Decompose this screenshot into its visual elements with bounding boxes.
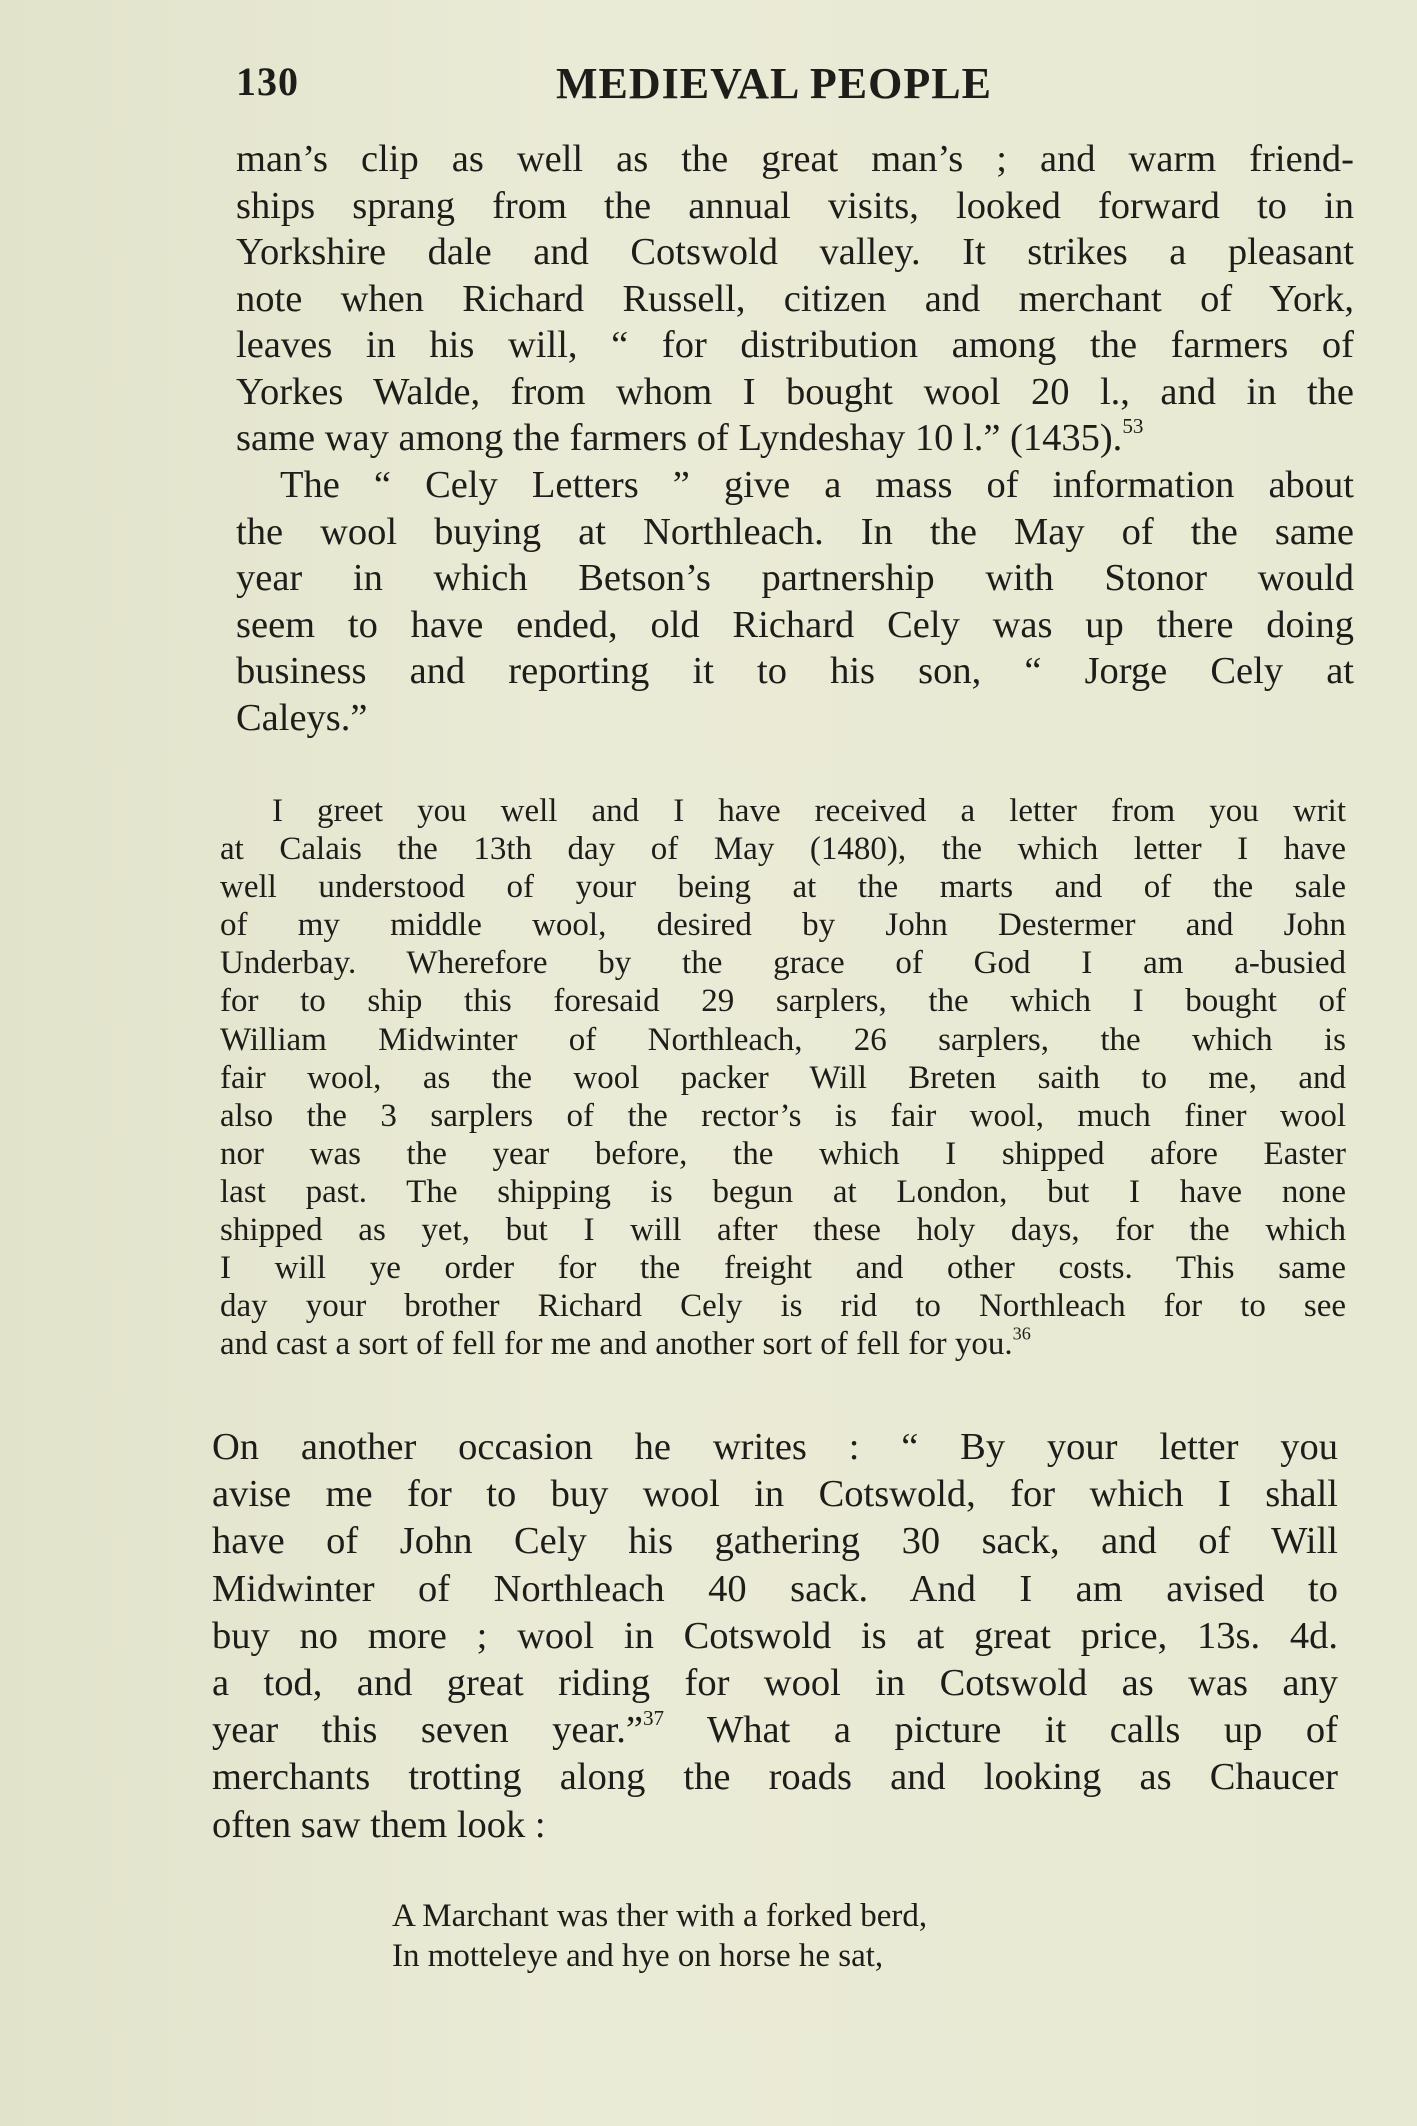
text-line: merchants trotting along the roads and looking as Chaucer bbox=[212, 1756, 1338, 1799]
text-line: have of John Cely his gathering 30 sack, and of Will bbox=[212, 1520, 1338, 1563]
footnote-marker: 53 bbox=[1122, 414, 1144, 439]
page-number: 130 bbox=[236, 59, 299, 104]
text-segment: and cast a sort of fell for me and another sort of fell for you. bbox=[220, 1326, 1013, 1363]
quote-line: I greet you well and I have received a letter from you writ bbox=[272, 793, 1346, 829]
text-line: Yorkshire dale and Cotswold valley. It strikes a pleasant bbox=[236, 231, 1354, 273]
quote-line: Underbay. Wherefore by the grace of God I am a-busied bbox=[220, 945, 1346, 982]
verse-line: In motteleye and hye on horse he sat, bbox=[392, 1938, 884, 1974]
text-line: business and reporting it to his son, “ Jorge Cely at bbox=[236, 650, 1354, 692]
text-line: On another occasion he writes : “ By your letter you bbox=[212, 1426, 1338, 1468]
quote-line: also the 3 sarplers of the rector’s is fair wool, much finer wool bbox=[220, 1097, 1346, 1134]
text-line: man’s clip as well as the great man’s ; and warm friend- bbox=[236, 138, 1354, 180]
verse-quote bbox=[392, 1896, 1192, 1976]
quote-line: shipped as yet, but I will after these holy days, for the which bbox=[220, 1212, 1346, 1249]
paragraph-1 bbox=[236, 136, 1354, 462]
text-line: note when Richard Russell, citizen and merchant of York, bbox=[236, 277, 1354, 320]
text-line: Yorkes Walde, from whom I bought wool 20 l., and in the bbox=[236, 370, 1354, 413]
text-line: a tod, and great riding for wool in Cotswold as was any bbox=[212, 1662, 1338, 1705]
footnote-marker: 36 bbox=[1012, 1323, 1031, 1344]
paragraph-3 bbox=[212, 1424, 1338, 1849]
text-line: the wool buying at Northleach. In the May of the same bbox=[236, 510, 1354, 553]
quote-line: nor was the year before, the which I shipped afore Easter bbox=[220, 1135, 1346, 1172]
page-header bbox=[236, 58, 1356, 118]
footnote-marker: 37 bbox=[642, 1706, 665, 1731]
text-segment: year this seven year.” bbox=[212, 1709, 643, 1752]
text-line: avise me for to buy wool in Cotswold, for which I shall bbox=[212, 1473, 1338, 1516]
text-line: seem to have ended, old Richard Cely was up there doing bbox=[236, 603, 1354, 646]
text-line: buy no more ; wool in Cotswold is at great price, 13s. 4d. bbox=[212, 1614, 1338, 1657]
quote-line: at Calais the 13th day of May (1480), the which letter I have bbox=[220, 831, 1346, 868]
quote-line: William Midwinter of Northleach, 26 sarplers, the which is bbox=[220, 1021, 1346, 1058]
text-line: often saw them look : bbox=[212, 1803, 546, 1846]
text-line: ships sprang from the annual visits, looked forward to in bbox=[236, 184, 1354, 227]
text-segment: same way among the farmers of Lyndeshay 10 l.” (1435). bbox=[236, 417, 1123, 459]
paragraph-2 bbox=[236, 462, 1354, 741]
quote-line: fair wool, as the wool packer Will Breten saith to me, and bbox=[220, 1059, 1346, 1096]
quote-line: for to ship this foresaid 29 sarplers, the which I bought of bbox=[220, 983, 1346, 1020]
text-line bbox=[212, 1707, 1338, 1754]
text-line: leaves in his will, “ for distribution among the farmers of bbox=[236, 324, 1354, 366]
quote-line: day your brother Richard Cely is rid to Northleach for to see bbox=[220, 1288, 1346, 1325]
text-line bbox=[236, 415, 1354, 462]
quote-line: I will ye order for the freight and other costs. This same bbox=[220, 1250, 1346, 1287]
block-quote bbox=[220, 792, 1346, 1363]
quote-line: last past. The shipping is begun at London, but I have none bbox=[220, 1173, 1346, 1210]
quote-line: well understood of your being at the marts and of the sale bbox=[220, 869, 1346, 906]
text-line: year in which Betson’s partnership with Stonor would bbox=[236, 557, 1354, 599]
text-line: Caleys.” bbox=[236, 696, 368, 739]
running-title: MEDIEVAL PEOPLE bbox=[556, 59, 992, 108]
verse-line: A Marchant was ther with a forked berd, bbox=[392, 1898, 928, 1934]
text-segment: What a picture it calls up of bbox=[706, 1709, 1338, 1752]
text-line: The “ Cely Letters ” give a mass of information about bbox=[280, 464, 1354, 506]
quote-line bbox=[220, 1325, 1346, 1363]
text-line: Midwinter of Northleach 40 sack. And I am avised to bbox=[212, 1567, 1338, 1610]
quote-line: of my middle wool, desired by John Destermer and John bbox=[220, 907, 1346, 944]
